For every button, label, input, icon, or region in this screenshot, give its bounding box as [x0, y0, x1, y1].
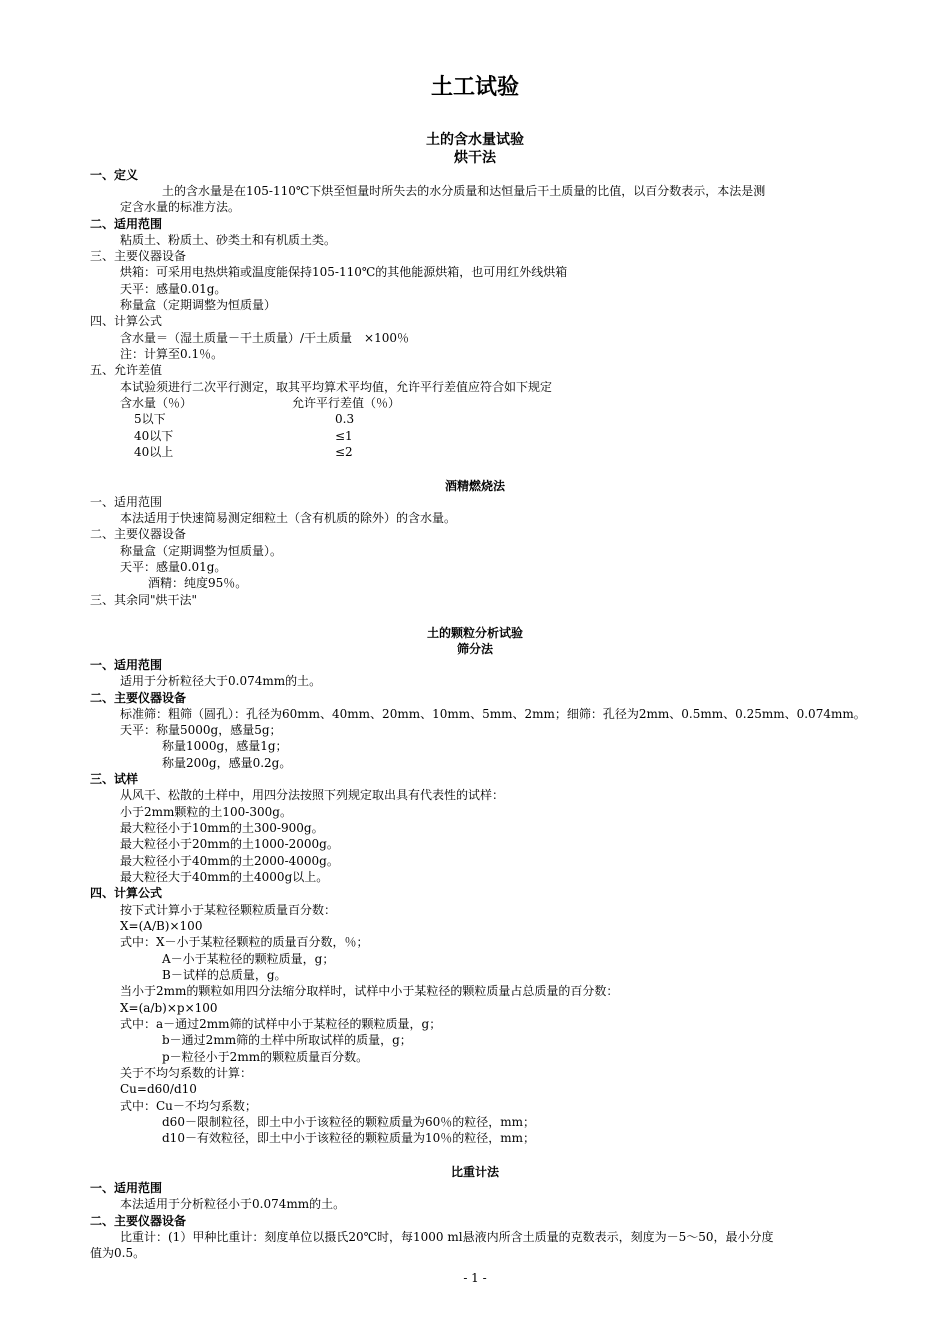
table-cell: ≤1 — [335, 429, 353, 443]
paragraph: 从风干、松散的土样中，用四分法按照下列规定取出具有代表性的试样： — [120, 788, 505, 802]
section-heading: 土的含水量试验 — [426, 132, 524, 148]
subheading: 三、主要仪器设备 — [90, 249, 187, 263]
paragraph: A－小于某粒径的颗粒质量，g； — [162, 952, 335, 966]
paragraph: 称量1000g，感量1g； — [162, 739, 288, 753]
method-heading: 酒精燃烧法 — [444, 479, 505, 493]
paragraph: 当小于2mm的颗粒如用四分法缩分取样时，试样中小于某粒径的颗粒质量占总质量的百分数： — [120, 984, 619, 998]
paragraph: 土的含水量是在105-110℃下烘至恒量时所失去的水分质量和达恒量后干土质量的比值，以百分数表示，本法是测 — [162, 184, 766, 198]
table-cell: 40以下 — [134, 429, 174, 443]
paragraph: 本试验须进行二次平行测定，取其平均算术平均值，允许平行差值应符合如下规定 — [120, 380, 553, 394]
note: 注：计算至0.1％。 — [120, 347, 224, 361]
paragraph: p－粒径小于2mm的颗粒质量百分数。 — [162, 1050, 369, 1064]
paragraph: 烘箱：可采用电热烘箱或温度能保持105-110℃的其他能源烘箱，也可用红外线烘箱 — [120, 265, 568, 279]
subheading: 一、定义 — [90, 168, 139, 182]
formula: 含水量＝（湿土质量－干土质量）/干土质量 ×100％ — [120, 331, 410, 345]
subheading: 五、允许差值 — [90, 363, 163, 377]
paragraph: b－通过2mm筛的土样中所取试样的质量，g； — [162, 1033, 412, 1047]
paragraph: 本法适用于分析粒径小于0.074mm的土。 — [120, 1197, 346, 1211]
paragraph: 称量盒（定期调整为恒质量） — [120, 298, 277, 312]
subheading: 二、主要仪器设备 — [90, 691, 187, 705]
paragraph: 比重计：(1）甲种比重计：刻度单位以摄氏20℃时，每1000 ml悬液内所含土质量的克数表示，刻度为－5～50，最小分度 — [120, 1230, 774, 1244]
table-row — [90, 444, 860, 460]
paragraph: 小于2mm颗粒的土100-300g。 — [120, 805, 292, 819]
paragraph: 最大粒径大于40mm的土4000g以上。 — [120, 870, 329, 884]
paragraph: 酒精：纯度95％。 — [148, 576, 248, 590]
section-heading: 土的颗粒分析试验 — [426, 626, 523, 640]
paragraph: 三、其余同"烘干法" — [90, 593, 198, 607]
paragraph: 值为0.5。 — [90, 1246, 146, 1260]
subheading: 二、主要仪器设备 — [90, 1214, 187, 1228]
paragraph: 称量盒（定期调整为恒质量）。 — [120, 544, 283, 558]
paragraph: 标准筛：粗筛（圆孔）：孔径为60mm、40mm、20mm、10mm、5mm、2mm；细筛：孔径为2mm、0.5mm、0.25mm、0.074mm。 — [120, 707, 866, 721]
table-cell: ≤2 — [335, 445, 353, 459]
paragraph: 适用于分析粒径大于0.074mm的土。 — [120, 674, 322, 688]
table-header-cell: 含水量（％） — [120, 396, 193, 410]
paragraph: 定含水量的标准方法。 — [120, 200, 241, 214]
paragraph: 式中：a－通过2mm筛的试样中小于某粒径的颗粒质量，g； — [120, 1017, 442, 1031]
method-heading: 筛分法 — [456, 642, 493, 656]
formula: X=(a/b)×p×100 — [120, 1001, 218, 1015]
table-cell: 0.3 — [335, 412, 355, 426]
paragraph: 称量200g，感量0.2g。 — [162, 756, 292, 770]
paragraph: d10－有效粒径，即土中小于该粒径的颗粒质量为10％的粒径，mm； — [162, 1131, 535, 1145]
table-row — [90, 428, 860, 444]
formula: X=(A/B)×100 — [120, 919, 203, 933]
subheading: 一、适用范围 — [90, 495, 163, 509]
method-heading: 比重计法 — [450, 1165, 499, 1179]
paragraph: 最大粒径小于20mm的土1000-2000g。 — [120, 837, 339, 851]
table-cell: 5以下 — [134, 412, 166, 426]
subheading: 四、计算公式 — [90, 886, 163, 900]
paragraph: 粘质土、粉质土、砂类土和有机质土类。 — [120, 233, 337, 247]
paragraph: 最大粒径小于40mm的土2000-4000g。 — [120, 854, 339, 868]
page-number: - 1 - — [463, 1271, 487, 1285]
paragraph: d60－限制粒径，即土中小于该粒径的颗粒质量为60％的粒径，mm； — [162, 1115, 535, 1129]
table-header-row — [90, 395, 860, 411]
paragraph: 天平：感量0.01g。 — [120, 282, 227, 296]
paragraph: 按下式计算小于某粒径颗粒质量百分数： — [120, 903, 337, 917]
subheading: 三、试样 — [90, 772, 139, 786]
paragraph: B－试样的总质量，g。 — [162, 968, 287, 982]
paragraph: 关于不均匀系数的计算： — [120, 1066, 253, 1080]
table-cell: 40以上 — [134, 445, 174, 459]
formula: Cu=d60/d10 — [120, 1082, 197, 1096]
table-header-cell: 允许平行差值（％） — [292, 396, 401, 410]
paragraph: 天平：称量5000g，感量5g； — [120, 723, 282, 737]
paragraph: 天平：感量0.01g。 — [120, 560, 227, 574]
subheading: 二、适用范围 — [90, 217, 163, 231]
paragraph: 最大粒径小于10mm的土300-900g。 — [120, 821, 324, 835]
paragraph: 本法适用于快速简易测定细粒土（含有机质的除外）的含水量。 — [120, 511, 457, 525]
table-row — [90, 411, 860, 427]
paragraph: 式中：Cu－不均匀系数； — [120, 1099, 257, 1113]
subheading: 一、适用范围 — [90, 1181, 163, 1195]
doc-title: 土工试验 — [430, 75, 519, 100]
method-heading: 烘干法 — [454, 150, 496, 166]
subheading: 二、主要仪器设备 — [90, 527, 187, 541]
subheading: 一、适用范围 — [90, 658, 163, 672]
paragraph: 式中：X－小于某粒径颗粒的质量百分数，％； — [120, 935, 369, 949]
subheading: 四、计算公式 — [90, 314, 163, 328]
